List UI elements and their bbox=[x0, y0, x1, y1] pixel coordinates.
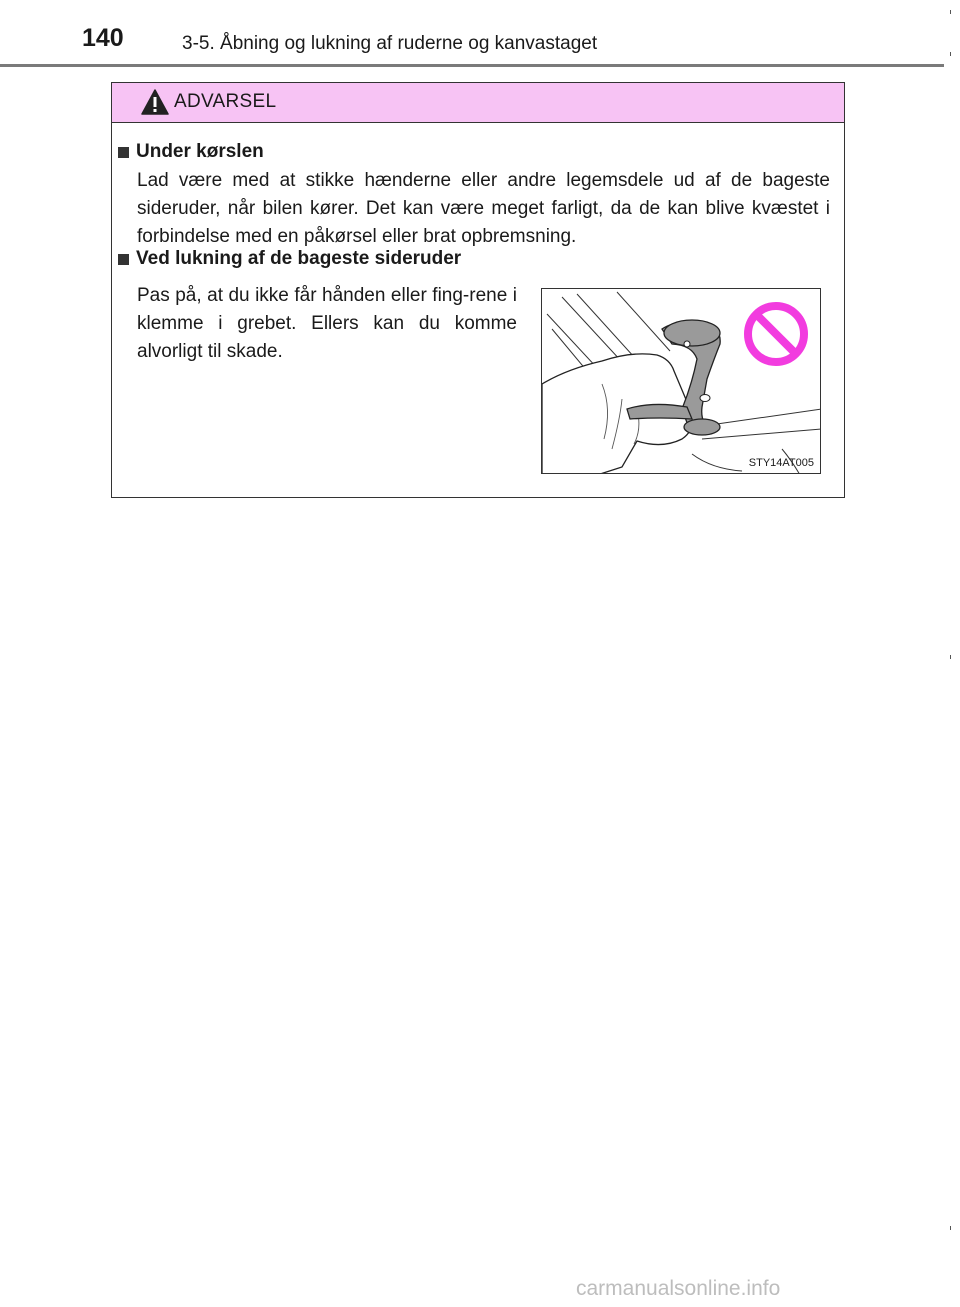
section-title: 3-5. Åbning og lukning af ruderne og kanvastaget bbox=[182, 33, 598, 54]
bullet-square-icon bbox=[118, 254, 129, 265]
margin-tick bbox=[950, 10, 951, 14]
section-body: Lad være med at stikke hænderne eller andre legemsdele ud af de bageste sideruder, når bilen kører. Det kan være meget farligt, da de kan blive kvæstet i forbindelse med en påkørsel eller brat opbremsning. bbox=[137, 170, 830, 247]
figure-code: STY14AT005 bbox=[748, 457, 814, 469]
margin-tick bbox=[950, 1226, 951, 1230]
warning-header bbox=[112, 83, 844, 123]
section-heading bbox=[118, 248, 461, 270]
warning-box bbox=[111, 82, 845, 498]
hand-illustration bbox=[542, 289, 821, 474]
warning-label: ADVARSEL bbox=[174, 91, 277, 112]
warning-triangle-icon bbox=[141, 89, 169, 115]
section-heading bbox=[118, 141, 264, 163]
margin-tick bbox=[950, 52, 951, 56]
figure bbox=[541, 288, 821, 474]
section-heading-text: Under kørslen bbox=[136, 141, 264, 162]
section-heading-text: Ved lukning af de bageste sideruder bbox=[136, 248, 462, 269]
header-rule bbox=[0, 64, 944, 67]
page-number: 140 bbox=[82, 24, 124, 52]
margin-tick bbox=[950, 655, 951, 659]
footer-watermark: carmanualsonline.info bbox=[576, 1277, 781, 1300]
section-body: Pas på, at du ikke får hånden eller fing-rene i klemme i grebet. Ellers kan du komme alvorligt til skade. bbox=[137, 285, 517, 362]
bullet-square-icon bbox=[118, 147, 129, 158]
